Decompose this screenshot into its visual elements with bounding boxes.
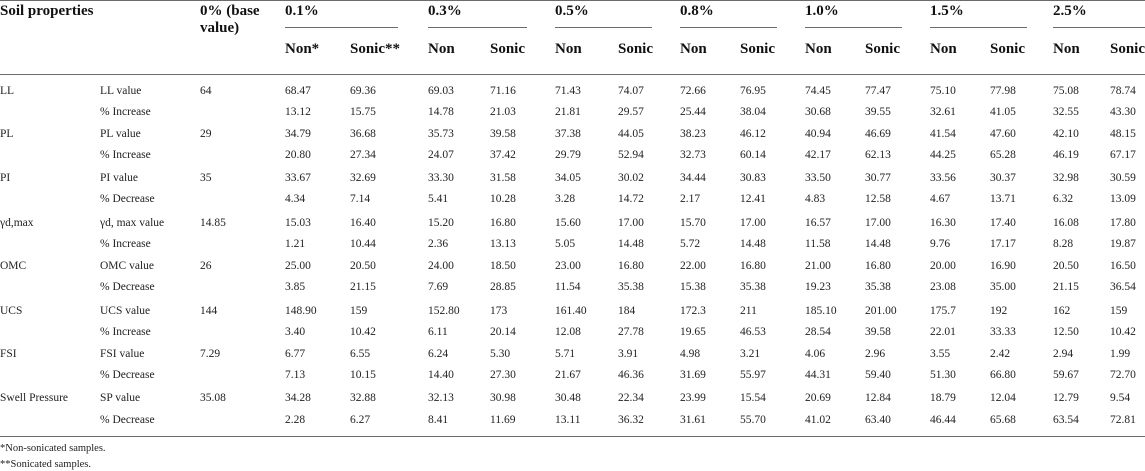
cell-non: 3.28 — [555, 193, 576, 205]
cell-sonic: 76.95 — [740, 85, 766, 97]
cell-sonic: 37.42 — [490, 149, 516, 161]
cell-sonic: 38.04 — [740, 106, 766, 118]
row-base-value: 14.85 — [200, 217, 226, 229]
cell-sonic: 39.58 — [865, 326, 891, 338]
cell-sonic: 10.42 — [350, 326, 376, 338]
row-label: γd, max value — [100, 217, 165, 229]
cell-sonic: 46.69 — [865, 128, 891, 140]
cell-sonic: 69.36 — [350, 85, 376, 97]
cell-non: 152.80 — [428, 305, 460, 317]
row-label: % Increase — [100, 326, 151, 338]
subheader-sonic: Sonic — [1110, 41, 1145, 57]
cell-non: 32.73 — [680, 149, 706, 161]
cell-non: 63.54 — [1053, 414, 1079, 426]
header-bottom-rule — [0, 74, 1145, 75]
cell-sonic: 27.30 — [490, 369, 516, 381]
cell-sonic: 44.05 — [618, 128, 644, 140]
cell-non: 2.94 — [1053, 348, 1074, 360]
cell-non: 2.28 — [285, 414, 306, 426]
cell-non: 33.67 — [285, 172, 311, 184]
cell-sonic: 9.54 — [1110, 392, 1131, 404]
subheader-sonic: Sonic — [618, 41, 654, 57]
cell-sonic: 65.28 — [990, 149, 1016, 161]
cell-sonic: 32.88 — [350, 392, 376, 404]
cell-sonic: 55.70 — [740, 414, 766, 426]
cell-sonic: 12.84 — [865, 392, 891, 404]
row-property: PL — [0, 128, 14, 140]
cell-sonic: 35.38 — [740, 281, 766, 293]
row-base-value: 35.08 — [200, 392, 226, 404]
cell-sonic: 13.71 — [990, 193, 1016, 205]
cell-sonic: 31.58 — [490, 172, 516, 184]
cell-non: 71.43 — [555, 85, 581, 97]
cell-non: 41.02 — [805, 414, 831, 426]
cell-sonic: 17.80 — [1110, 217, 1136, 229]
cell-non: 24.07 — [428, 149, 454, 161]
cell-non: 21.15 — [1053, 281, 1079, 293]
cell-sonic: 30.83 — [740, 172, 766, 184]
cell-sonic: 62.13 — [865, 149, 891, 161]
cell-sonic: 65.68 — [990, 414, 1016, 426]
cell-non: 23.00 — [555, 260, 581, 272]
cell-non: 32.13 — [428, 392, 454, 404]
cell-non: 4.67 — [930, 193, 951, 205]
cell-sonic: 17.17 — [990, 238, 1016, 250]
header-base-value: 0% (base value) — [200, 3, 260, 36]
cell-sonic: 74.07 — [618, 85, 644, 97]
cell-sonic: 21.03 — [490, 106, 516, 118]
cell-sonic: 10.28 — [490, 193, 516, 205]
cell-non: 21.67 — [555, 369, 581, 381]
cell-non: 16.30 — [930, 217, 956, 229]
cell-sonic: 72.81 — [1110, 414, 1136, 426]
subheader-non: Non — [805, 41, 832, 57]
cell-non: 44.31 — [805, 369, 831, 381]
subheader-sonic: Sonic — [490, 41, 526, 57]
cell-sonic: 48.15 — [1110, 128, 1136, 140]
cell-sonic: 77.98 — [990, 85, 1016, 97]
cell-non: 148.90 — [285, 305, 317, 317]
row-label: % Decrease — [100, 281, 155, 293]
row-label: FSI value — [100, 348, 145, 360]
cell-sonic: 12.41 — [740, 193, 766, 205]
cell-sonic: 10.44 — [350, 238, 376, 250]
row-base-value: 64 — [200, 85, 212, 97]
cell-non: 162 — [1053, 305, 1071, 317]
cell-non: 9.76 — [930, 238, 951, 250]
cell-sonic: 173 — [490, 305, 508, 317]
cell-non: 20.50 — [1053, 260, 1079, 272]
cell-non: 15.03 — [285, 217, 311, 229]
cell-sonic: 30.37 — [990, 172, 1016, 184]
cell-sonic: 12.04 — [990, 392, 1016, 404]
cell-sonic: 184 — [618, 305, 636, 317]
row-label: % Decrease — [100, 193, 155, 205]
cell-non: 38.23 — [680, 128, 706, 140]
cell-non: 21.00 — [805, 260, 831, 272]
cell-sonic: 36.68 — [350, 128, 376, 140]
cell-non: 1.21 — [285, 238, 306, 250]
row-base-value: 35 — [200, 172, 212, 184]
subheader-non: Non* — [285, 41, 320, 57]
cell-non: 185.10 — [805, 305, 837, 317]
cell-non: 12.50 — [1053, 326, 1079, 338]
footnote-non-sonicated: *Non-sonicated samples. — [0, 443, 106, 454]
group-rule — [428, 27, 527, 28]
row-label: % Decrease — [100, 414, 155, 426]
cell-sonic: 159 — [1110, 305, 1128, 317]
cell-non: 42.10 — [1053, 128, 1079, 140]
cell-sonic: 16.50 — [1110, 260, 1136, 272]
cell-sonic: 15.54 — [740, 392, 766, 404]
group-rule — [285, 27, 398, 28]
cell-sonic: 6.27 — [350, 414, 371, 426]
cell-sonic: 30.02 — [618, 172, 644, 184]
cell-non: 14.40 — [428, 369, 454, 381]
cell-sonic: 2.96 — [865, 348, 886, 360]
row-label: % Increase — [100, 238, 151, 250]
cell-non: 32.98 — [1053, 172, 1079, 184]
cell-non: 34.79 — [285, 128, 311, 140]
cell-non: 3.55 — [930, 348, 951, 360]
header-group-2: 0.5% — [555, 3, 589, 19]
cell-sonic: 159 — [350, 305, 368, 317]
cell-sonic: 16.80 — [618, 260, 644, 272]
subheader-non: Non — [1053, 41, 1080, 57]
cell-sonic: 27.78 — [618, 326, 644, 338]
cell-sonic: 30.59 — [1110, 172, 1136, 184]
row-base-value: 144 — [200, 305, 218, 317]
row-label: OMC value — [100, 260, 154, 272]
cell-sonic: 72.70 — [1110, 369, 1136, 381]
cell-non: 15.20 — [428, 217, 454, 229]
cell-non: 33.30 — [428, 172, 454, 184]
cell-non: 14.78 — [428, 106, 454, 118]
cell-sonic: 12.58 — [865, 193, 891, 205]
cell-sonic: 17.00 — [740, 217, 766, 229]
cell-sonic: 30.98 — [490, 392, 516, 404]
cell-sonic: 17.00 — [865, 217, 891, 229]
group-rule — [930, 27, 1027, 28]
cell-sonic: 35.38 — [865, 281, 891, 293]
cell-non: 11.54 — [555, 281, 581, 293]
cell-non: 25.44 — [680, 106, 706, 118]
cell-sonic: 30.77 — [865, 172, 891, 184]
cell-sonic: 52.94 — [618, 149, 644, 161]
cell-non: 20.69 — [805, 392, 831, 404]
cell-sonic: 46.36 — [618, 369, 644, 381]
cell-non: 68.47 — [285, 85, 311, 97]
cell-non: 6.77 — [285, 348, 306, 360]
cell-sonic: 5.30 — [490, 348, 511, 360]
cell-non: 21.81 — [555, 106, 581, 118]
subheader-sonic: Sonic — [740, 41, 776, 57]
row-property: LL — [0, 85, 15, 97]
cell-sonic: 192 — [990, 305, 1008, 317]
cell-sonic: 55.97 — [740, 369, 766, 381]
cell-non: 19.23 — [805, 281, 831, 293]
cell-sonic: 14.48 — [618, 238, 644, 250]
cell-sonic: 20.50 — [350, 260, 376, 272]
cell-sonic: 13.13 — [490, 238, 516, 250]
cell-non: 15.70 — [680, 217, 706, 229]
row-property: Swell Pressure — [0, 392, 69, 404]
cell-non: 5.41 — [428, 193, 449, 205]
cell-sonic: 11.69 — [490, 414, 516, 426]
cell-non: 4.98 — [680, 348, 701, 360]
cell-sonic: 33.33 — [990, 326, 1016, 338]
cell-sonic: 14.48 — [740, 238, 766, 250]
cell-non: 32.55 — [1053, 106, 1079, 118]
cell-non: 44.25 — [930, 149, 956, 161]
cell-non: 12.08 — [555, 326, 581, 338]
cell-non: 5.05 — [555, 238, 576, 250]
cell-non: 22.00 — [680, 260, 706, 272]
cell-non: 15.38 — [680, 281, 706, 293]
cell-sonic: 35.38 — [618, 281, 644, 293]
cell-sonic: 39.55 — [865, 106, 891, 118]
row-label: % Decrease — [100, 369, 155, 381]
group-rule — [680, 27, 777, 28]
row-property: FSI — [0, 348, 17, 360]
cell-non: 6.11 — [428, 326, 448, 338]
subheader-sonic: Sonic — [865, 41, 901, 57]
subheader-non: Non — [680, 41, 707, 57]
cell-sonic: 77.47 — [865, 85, 891, 97]
cell-sonic: 39.58 — [490, 128, 516, 140]
cell-sonic: 15.75 — [350, 106, 376, 118]
row-label: % Increase — [100, 149, 151, 161]
cell-non: 175.7 — [930, 305, 956, 317]
cell-sonic: 16.80 — [490, 217, 516, 229]
header-group-3: 0.8% — [680, 3, 714, 19]
cell-sonic: 18.50 — [490, 260, 516, 272]
cell-non: 2.36 — [428, 238, 449, 250]
header-group-1: 0.3% — [428, 3, 462, 19]
cell-non: 41.54 — [930, 128, 956, 140]
row-property: OMC — [0, 260, 27, 272]
row-label: UCS value — [100, 305, 151, 317]
row-label: PL value — [100, 128, 141, 140]
cell-sonic: 16.80 — [865, 260, 891, 272]
header-group-0: 0.1% — [285, 3, 319, 19]
cell-sonic: 46.53 — [740, 326, 766, 338]
row-label: % Increase — [100, 106, 151, 118]
cell-non: 74.45 — [805, 85, 831, 97]
subheader-non: Non — [930, 41, 957, 57]
cell-sonic: 36.32 — [618, 414, 644, 426]
subheader-non: Non — [428, 41, 455, 57]
header-group-5: 1.5% — [930, 3, 964, 19]
cell-non: 5.72 — [680, 238, 701, 250]
cell-non: 16.57 — [805, 217, 831, 229]
footnote-sonicated: **Sonicated samples. — [0, 459, 91, 470]
cell-sonic: 201.00 — [865, 305, 897, 317]
cell-non: 5.71 — [555, 348, 576, 360]
cell-non: 51.30 — [930, 369, 956, 381]
cell-sonic: 1.99 — [1110, 348, 1131, 360]
cell-sonic: 47.60 — [990, 128, 1016, 140]
cell-sonic: 43.30 — [1110, 106, 1136, 118]
cell-non: 35.73 — [428, 128, 454, 140]
cell-non: 75.10 — [930, 85, 956, 97]
cell-sonic: 3.91 — [618, 348, 639, 360]
row-label: SP value — [100, 392, 141, 404]
cell-sonic: 67.17 — [1110, 149, 1136, 161]
cell-non: 20.00 — [930, 260, 956, 272]
row-base-value: 26 — [200, 260, 212, 272]
cell-non: 2.17 — [680, 193, 701, 205]
cell-sonic: 7.14 — [350, 193, 371, 205]
table-bottom-rule — [0, 436, 1145, 437]
cell-sonic: 32.69 — [350, 172, 376, 184]
cell-non: 16.08 — [1053, 217, 1079, 229]
cell-non: 31.61 — [680, 414, 706, 426]
cell-sonic: 211 — [740, 305, 757, 317]
cell-sonic: 14.72 — [618, 193, 644, 205]
cell-sonic: 6.55 — [350, 348, 371, 360]
cell-sonic: 41.05 — [990, 106, 1016, 118]
cell-non: 7.13 — [285, 369, 306, 381]
header-soil-properties: Soil properties — [0, 3, 94, 19]
cell-sonic: 36.54 — [1110, 281, 1136, 293]
group-rule — [805, 27, 902, 28]
cell-sonic: 59.40 — [865, 369, 891, 381]
cell-sonic: 21.15 — [350, 281, 376, 293]
cell-sonic: 17.00 — [618, 217, 644, 229]
cell-sonic: 60.14 — [740, 149, 766, 161]
cell-non: 34.05 — [555, 172, 581, 184]
cell-non: 20.80 — [285, 149, 311, 161]
cell-sonic: 35.00 — [990, 281, 1016, 293]
cell-non: 22.01 — [930, 326, 956, 338]
cell-sonic: 3.21 — [740, 348, 761, 360]
cell-non: 11.58 — [805, 238, 831, 250]
cell-non: 25.00 — [285, 260, 311, 272]
cell-non: 40.94 — [805, 128, 831, 140]
cell-non: 46.44 — [930, 414, 956, 426]
cell-sonic: 2.42 — [990, 348, 1011, 360]
cell-non: 42.17 — [805, 149, 831, 161]
cell-non: 6.32 — [1053, 193, 1074, 205]
cell-non: 4.06 — [805, 348, 826, 360]
subheader-sonic: Sonic** — [350, 41, 401, 57]
cell-non: 30.48 — [555, 392, 581, 404]
table-top-rule — [0, 0, 1145, 1]
row-base-value: 29 — [200, 128, 212, 140]
cell-sonic: 46.12 — [740, 128, 766, 140]
cell-non: 46.19 — [1053, 149, 1079, 161]
cell-non: 15.60 — [555, 217, 581, 229]
cell-non: 6.24 — [428, 348, 449, 360]
header-group-4: 1.0% — [805, 3, 839, 19]
cell-non: 28.54 — [805, 326, 831, 338]
cell-non: 18.79 — [930, 392, 956, 404]
group-rule — [1053, 27, 1145, 28]
group-rule — [555, 27, 652, 28]
cell-sonic: 10.42 — [1110, 326, 1136, 338]
cell-non: 24.00 — [428, 260, 454, 272]
cell-sonic: 19.87 — [1110, 238, 1136, 250]
cell-non: 172.3 — [680, 305, 706, 317]
cell-non: 31.69 — [680, 369, 706, 381]
cell-non: 34.28 — [285, 392, 311, 404]
row-property: PI — [0, 172, 11, 184]
cell-non: 33.56 — [930, 172, 956, 184]
cell-non: 72.66 — [680, 85, 706, 97]
cell-sonic: 28.85 — [490, 281, 516, 293]
cell-sonic: 16.90 — [990, 260, 1016, 272]
cell-sonic: 22.34 — [618, 392, 644, 404]
cell-sonic: 13.09 — [1110, 193, 1136, 205]
cell-non: 23.99 — [680, 392, 706, 404]
cell-non: 4.34 — [285, 193, 306, 205]
cell-sonic: 16.40 — [350, 217, 376, 229]
row-base-value: 7.29 — [200, 348, 221, 360]
cell-sonic: 17.40 — [990, 217, 1016, 229]
cell-non: 3.85 — [285, 281, 306, 293]
cell-sonic: 20.14 — [490, 326, 516, 338]
header-group-6: 2.5% — [1053, 3, 1087, 19]
cell-non: 75.08 — [1053, 85, 1079, 97]
cell-non: 34.44 — [680, 172, 706, 184]
cell-non: 4.83 — [805, 193, 826, 205]
cell-non: 30.68 — [805, 106, 831, 118]
cell-non: 32.61 — [930, 106, 956, 118]
subheader-sonic: Sonic — [990, 41, 1026, 57]
subheader-non: Non — [555, 41, 582, 57]
cell-sonic: 10.15 — [350, 369, 376, 381]
cell-non: 37.38 — [555, 128, 581, 140]
cell-sonic: 14.48 — [865, 238, 891, 250]
cell-non: 13.12 — [285, 106, 311, 118]
row-property: UCS — [0, 305, 23, 317]
cell-sonic: 78.74 — [1110, 85, 1136, 97]
cell-non: 19.65 — [680, 326, 706, 338]
cell-non: 3.40 — [285, 326, 306, 338]
cell-non: 33.50 — [805, 172, 831, 184]
cell-non: 8.41 — [428, 414, 449, 426]
cell-non: 161.40 — [555, 305, 587, 317]
cell-non: 12.79 — [1053, 392, 1079, 404]
cell-non: 8.28 — [1053, 238, 1074, 250]
cell-sonic: 16.80 — [740, 260, 766, 272]
cell-sonic: 71.16 — [490, 85, 516, 97]
cell-non: 29.79 — [555, 149, 581, 161]
cell-sonic: 63.40 — [865, 414, 891, 426]
cell-non: 13.11 — [555, 414, 581, 426]
cell-non: 59.67 — [1053, 369, 1079, 381]
row-label: PI value — [100, 172, 139, 184]
row-label: LL value — [100, 85, 142, 97]
cell-non: 7.69 — [428, 281, 449, 293]
row-property: γd,max — [0, 217, 34, 229]
cell-non: 69.03 — [428, 85, 454, 97]
cell-sonic: 66.80 — [990, 369, 1016, 381]
cell-non: 23.08 — [930, 281, 956, 293]
cell-sonic: 29.57 — [618, 106, 644, 118]
cell-sonic: 27.34 — [350, 149, 376, 161]
